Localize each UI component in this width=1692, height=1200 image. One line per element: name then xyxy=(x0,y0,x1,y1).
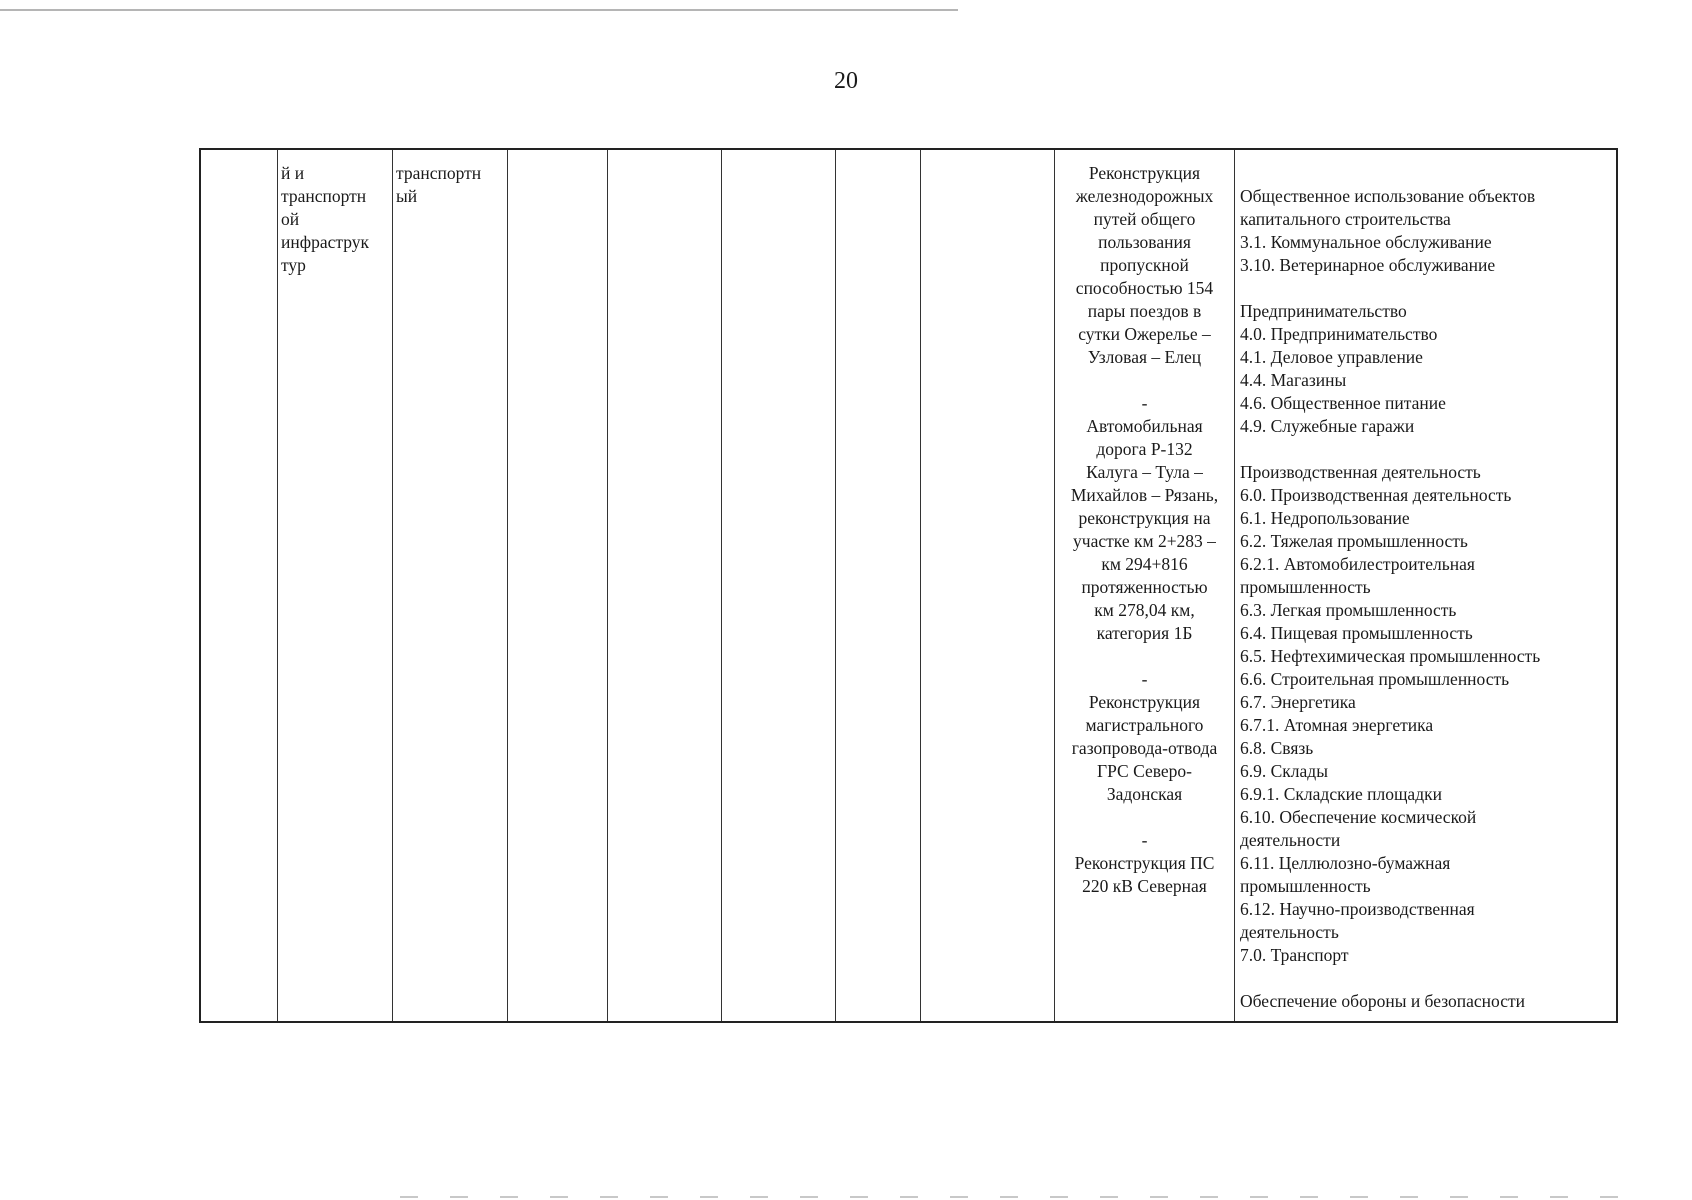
table-column-4 xyxy=(508,150,608,1021)
project-line: пользования xyxy=(1098,232,1191,252)
land-use-line: 4.6. Общественное питание xyxy=(1240,393,1446,413)
table-column-5 xyxy=(608,150,722,1021)
project-line: Реконструкция ПС xyxy=(1074,853,1215,873)
land-use-line: 6.1. Недропользование xyxy=(1240,508,1410,528)
project-line: Калуга – Тула – xyxy=(1086,462,1203,482)
column-2-line: тур xyxy=(281,255,306,275)
land-use-line: 4.0. Предпринимательство xyxy=(1240,324,1438,344)
column-2-line: ой xyxy=(281,209,300,229)
project-line: газопровода-отвода xyxy=(1071,738,1218,758)
project-line: 220 кВ Северная xyxy=(1082,876,1207,896)
land-use-line: 6.6. Строительная промышленность xyxy=(1240,669,1510,689)
table-column-7 xyxy=(836,150,921,1021)
project-line: пропускной xyxy=(1100,255,1189,275)
project-line: ГРС Северо- xyxy=(1096,761,1193,781)
project-line: Узловая – Елец xyxy=(1087,347,1202,367)
column-3-line: ый xyxy=(396,186,418,206)
land-use-line: 6.9. Склады xyxy=(1240,761,1328,781)
land-use-line: промышленность xyxy=(1240,876,1371,896)
land-use-line: 6.8. Связь xyxy=(1240,738,1314,758)
top-edge-rule xyxy=(0,9,958,11)
project-separator: - xyxy=(1141,393,1148,413)
project-line: пары поездов в xyxy=(1087,301,1202,321)
column-2-line: транспортн xyxy=(281,186,367,206)
land-use-line: 6.7. Энергетика xyxy=(1240,692,1356,712)
table-column-2 xyxy=(278,150,393,1021)
land-use-line: 4.9. Служебные гаражи xyxy=(1240,416,1415,436)
project-line: путей общего xyxy=(1093,209,1196,229)
project-line: км 278,04 км, xyxy=(1094,600,1195,620)
land-use-line: 6.12. Научно-производственная xyxy=(1240,899,1475,919)
land-use-line: промышленность xyxy=(1240,577,1371,597)
project-line: реконструкция на xyxy=(1078,508,1211,528)
land-use-spacer xyxy=(1240,438,1618,461)
land-use-line: Обеспечение обороны и безопасности xyxy=(1240,991,1526,1011)
land-use-line: деятельности xyxy=(1240,830,1341,850)
document-table xyxy=(199,148,1618,1023)
land-use-line: 6.10. Обеспечение космической xyxy=(1240,807,1477,827)
land-use-line: Производственная деятельность xyxy=(1240,462,1481,482)
project-spacer xyxy=(1055,369,1234,392)
land-use-line: 6.7.1. Атомная энергетика xyxy=(1240,715,1434,735)
table-column-8 xyxy=(921,150,1055,1021)
land-use-line: 4.4. Магазины xyxy=(1240,370,1347,390)
land-use-line: 6.0. Производственная деятельность xyxy=(1240,485,1512,505)
scan-artifact-line xyxy=(400,1196,1650,1198)
project-line: Михайлов – Рязань, xyxy=(1070,485,1219,505)
column-3-line: транспортн xyxy=(396,163,482,183)
land-use-line: 6.4. Пищевая промышленность xyxy=(1240,623,1473,643)
project-line: способностью 154 xyxy=(1075,278,1214,298)
land-use-line: 4.1. Деловое управление xyxy=(1240,347,1423,367)
project-line: протяженностью xyxy=(1081,577,1208,597)
land-use-line: 6.5. Нефтехимическая промышленность xyxy=(1240,646,1541,666)
project-separator: - xyxy=(1141,669,1148,689)
project-line: категория 1Б xyxy=(1096,623,1193,643)
land-use-line: 6.3. Легкая промышленность xyxy=(1240,600,1457,620)
column-2-line: инфраструк xyxy=(281,232,369,252)
project-line: Реконструкция xyxy=(1088,163,1201,183)
land-use-line: 6.11. Целлюлозно-бумажная xyxy=(1240,853,1451,873)
land-use-line: капитального строительства xyxy=(1240,209,1451,229)
land-use-line: деятельность xyxy=(1240,922,1339,942)
project-line: Реконструкция xyxy=(1088,692,1201,712)
project-line: км 294+816 xyxy=(1101,554,1188,574)
table-column-10-land-use xyxy=(1235,150,1618,1021)
project-line: Задонская xyxy=(1106,784,1183,804)
project-spacer xyxy=(1055,806,1234,829)
land-use-line: Предпринимательство xyxy=(1240,301,1407,321)
page-number: 20 xyxy=(834,68,858,94)
project-line: дорога Р-132 xyxy=(1096,439,1193,459)
table-column-9-projects xyxy=(1055,150,1235,1021)
land-use-line: 7.0. Транспорт xyxy=(1240,945,1349,965)
project-line: участке км 2+283 – xyxy=(1073,531,1216,551)
table-column-1 xyxy=(201,150,278,1021)
land-use-line: 3.1. Коммунальное обслуживание xyxy=(1240,232,1492,252)
column-2-line: й и xyxy=(281,163,305,183)
table-column-3 xyxy=(393,150,508,1021)
project-spacer xyxy=(1055,645,1234,668)
land-use-spacer xyxy=(1240,967,1618,990)
project-line: сутки Ожерелье – xyxy=(1078,324,1211,344)
project-line: магистрального xyxy=(1085,715,1204,735)
project-separator: - xyxy=(1141,830,1148,850)
land-use-line: Общественное использование объектов xyxy=(1240,186,1536,206)
land-use-line: 6.2. Тяжелая промышленность xyxy=(1240,531,1468,551)
land-use-line: 6.2.1. Автомобилестроительная xyxy=(1240,554,1475,574)
project-line: железнодорожных xyxy=(1075,186,1214,206)
table-column-6 xyxy=(722,150,836,1021)
land-use-line: 3.10. Ветеринарное обслуживание xyxy=(1240,255,1496,275)
land-use-spacer xyxy=(1240,277,1618,300)
land-use-line: 6.9.1. Складские площадки xyxy=(1240,784,1442,804)
project-line: Автомобильная xyxy=(1086,416,1203,436)
